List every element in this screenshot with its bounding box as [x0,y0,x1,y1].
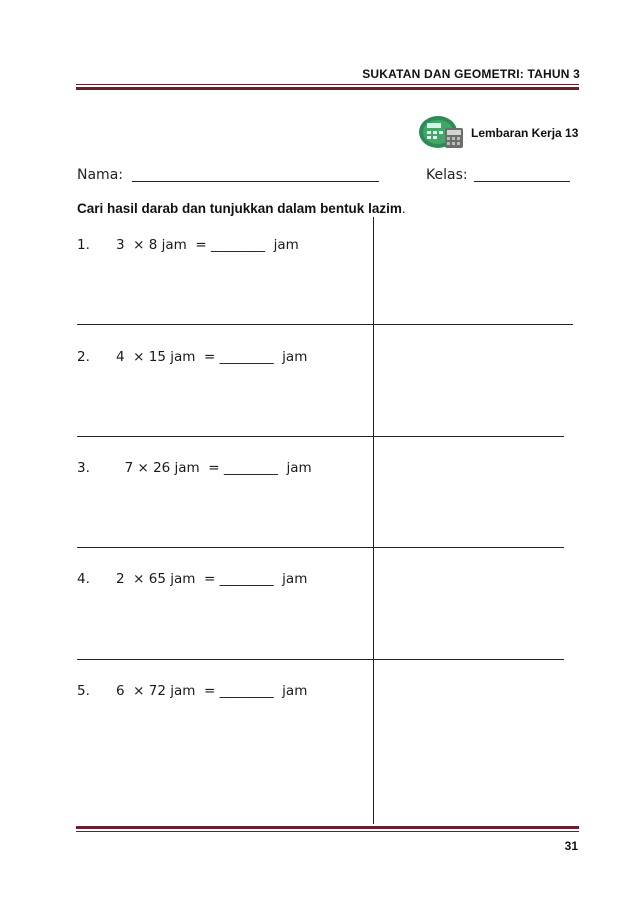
question-text: 6 × 72 jam = ________ jam [116,683,308,699]
class-label: Kelas: [426,167,468,183]
question-text: 7 × 26 jam = ________ jam [116,460,312,476]
question-number: 5. [77,683,90,699]
answer-separator [77,659,564,660]
question-number: 3. [77,460,90,476]
question-number: 2. [77,349,90,365]
instruction-period: . [401,201,406,216]
calculator-icon [418,114,466,150]
footer-rule-thin [76,831,579,832]
header-title: SUKATAN DAN GEOMETRI: TAHUN 3 [362,67,580,81]
name-field[interactable] [132,181,379,182]
class-field[interactable] [474,181,570,182]
name-label: Nama: [77,167,123,183]
header-rule-thin [76,84,579,85]
question-text: 2 × 65 jam = ________ jam [116,571,308,587]
answer-separator [77,324,573,325]
page-number: 31 [564,839,578,853]
footer-rule-thick [76,826,579,829]
worksheet-label: Lembaran Kerja 13 [471,126,579,140]
question-text: 3 × 8 jam = ________ jam [116,237,299,253]
instruction [77,201,406,216]
header-rule-thick [76,87,579,90]
instruction-text: Cari hasil darab dan tunjukkan dalam bentuk lazim [77,201,402,216]
question-number: 4. [77,571,90,587]
answer-separator [77,547,564,548]
answer-separator [77,436,564,437]
question-number: 1. [77,237,90,253]
question-text: 4 × 15 jam = ________ jam [116,349,308,365]
working-divider [373,217,374,824]
